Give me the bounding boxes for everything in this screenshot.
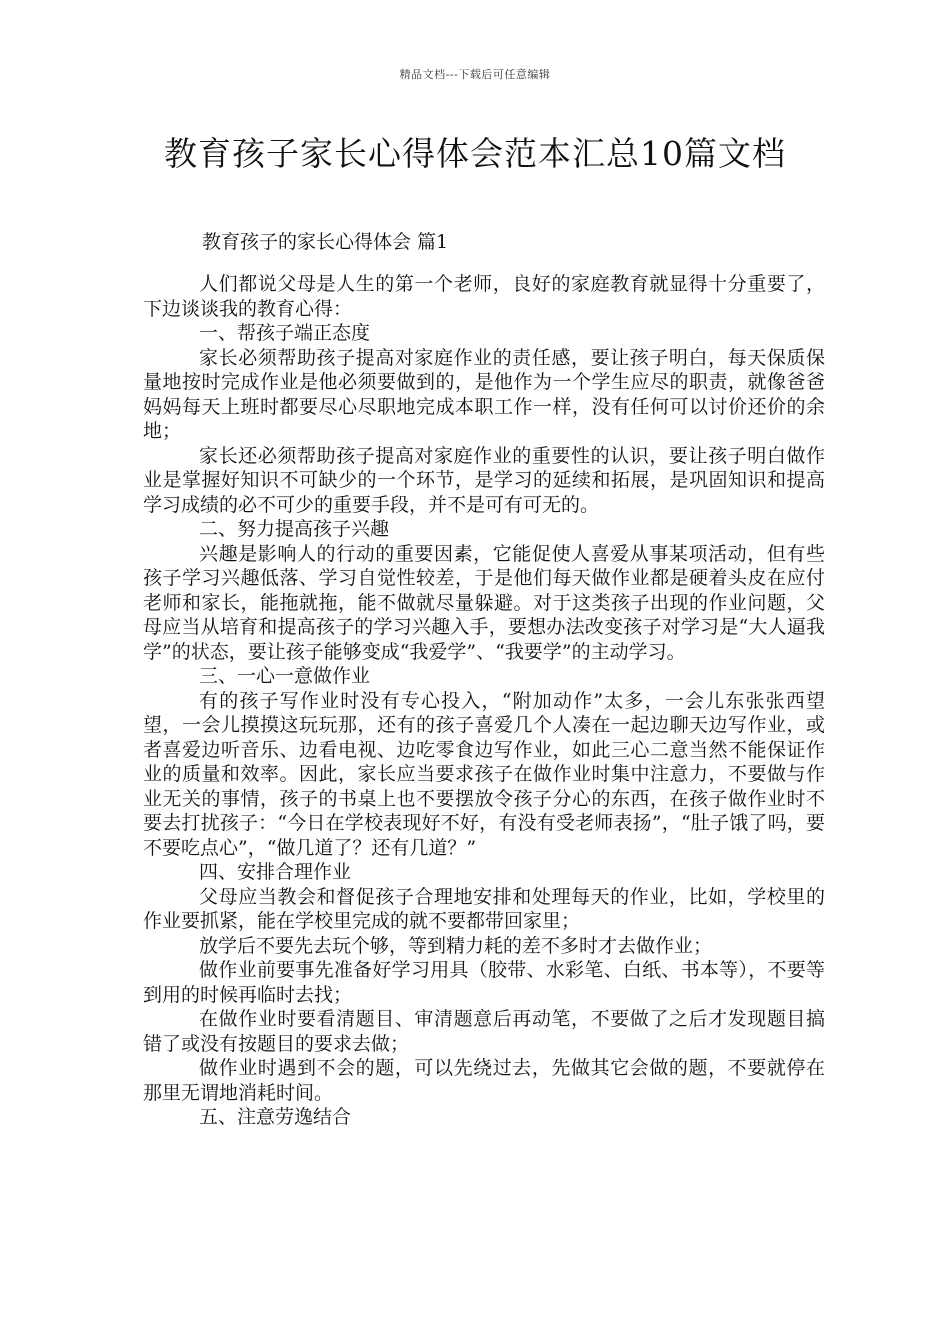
body-paragraph: 有的孩子写作业时没有专心投入，“附加动作”太多，一会儿东张张西望望，一会儿摸摸这玩玩那，还有的孩子喜爱几个人凑在一起边聊天边写作业，或者喜爱边听音乐、边看电视、边吃零食边写作业，如此三心二意当然不能保证作业的质量和效率。因此，家长应当要求孩子在做作业时集中注意力，不要做与作业无关的事情，孩子的书桌上也不要摆放令孩子分心的东西，在孩子做作业时不要去打扰孩子：“今日在学校表现好不好，有没有受老师表扬”，“肚子饿了吗，要不要吃点心”，“做几道了？还有几道？”: [143, 689, 825, 859]
section-subtitle: 教育孩子的家长心得体会 篇1: [202, 231, 449, 253]
section-heading: 五、注意劳逸结合: [199, 1106, 352, 1128]
body-paragraph: 父母应当教会和督促孩子合理地安排和处理每天的作业，比如，学校里的作业要抓紧，能在学校里完成的就不要都带回家里；: [143, 885, 825, 932]
body-paragraph: 兴趣是影响人的行动的重要因素，它能促使人喜爱从事某项活动，但有些孩子学习兴趣低落、学习自觉性较差，于是他们每天做作业都是硬着头皮在应付老师和家长，能拖就拖，能不做就尽量躲避。对于这类孩子出现的作业问题，父母应当从培育和提高孩子的学习兴趣入手，要想办法改变孩子对学习是“大人逼我学”的状态，要让孩子能够变成“我爱学”、“我要学”的主动学习。: [143, 542, 825, 663]
body-paragraph: 在做作业时要看清题目、审清题意后再动笔，不要做了之后才发现题目搞错了或没有按题目的要求去做；: [143, 1008, 825, 1055]
section-heading: 二、努力提高孩子兴趣: [199, 518, 390, 540]
body-paragraph: 放学后不要先去玩个够，等到精力耗的差不多时才去做作业；: [199, 934, 713, 957]
document-body: [143, 272, 825, 1130]
body-paragraph: 家长还必须帮助孩子提高对家庭作业的重要性的认识，要让孩子明白做作业是掌握好知识不可缺少的一个环节，是学习的延续和拓展，是巩固知识和提高学习成绩的必不可少的重要手段，并不是可有可无的。: [143, 444, 825, 516]
intro-paragraph: 人们都说父母是人生的第一个老师，良好的家庭教育就显得十分重要了，下边谈谈我的教育心得：: [143, 273, 825, 320]
document-title: 教育孩子家长心得体会范本汇总10篇文档: [164, 134, 786, 173]
section-heading: 三、一心一意做作业: [199, 665, 371, 687]
section-heading: 一、帮孩子端正态度: [199, 322, 371, 344]
body-paragraph: 做作业前要事先准备好学习用具（胶带、水彩笔、白纸、书本等），不要等到用的时候再临时去找；: [143, 959, 825, 1006]
body-paragraph: 做作业时遇到不会的题，可以先绕过去，先做其它会做的题，不要就停在那里无谓地消耗时间。: [143, 1057, 825, 1104]
section-heading: 四、安排合理作业: [199, 861, 352, 883]
body-paragraph: 家长必须帮助孩子提高对家庭作业的责任感，要让孩子明白，每天保质保量地按时完成作业是他必须要做到的，是他作为一个学生应尽的职责，就像爸爸妈妈每天上班时都要尽心尽职地完成本职工作一样，没有任何可以讨价还价的余地；: [143, 346, 825, 442]
header-note: 精品文档---下载后可任意编辑: [399, 68, 551, 81]
